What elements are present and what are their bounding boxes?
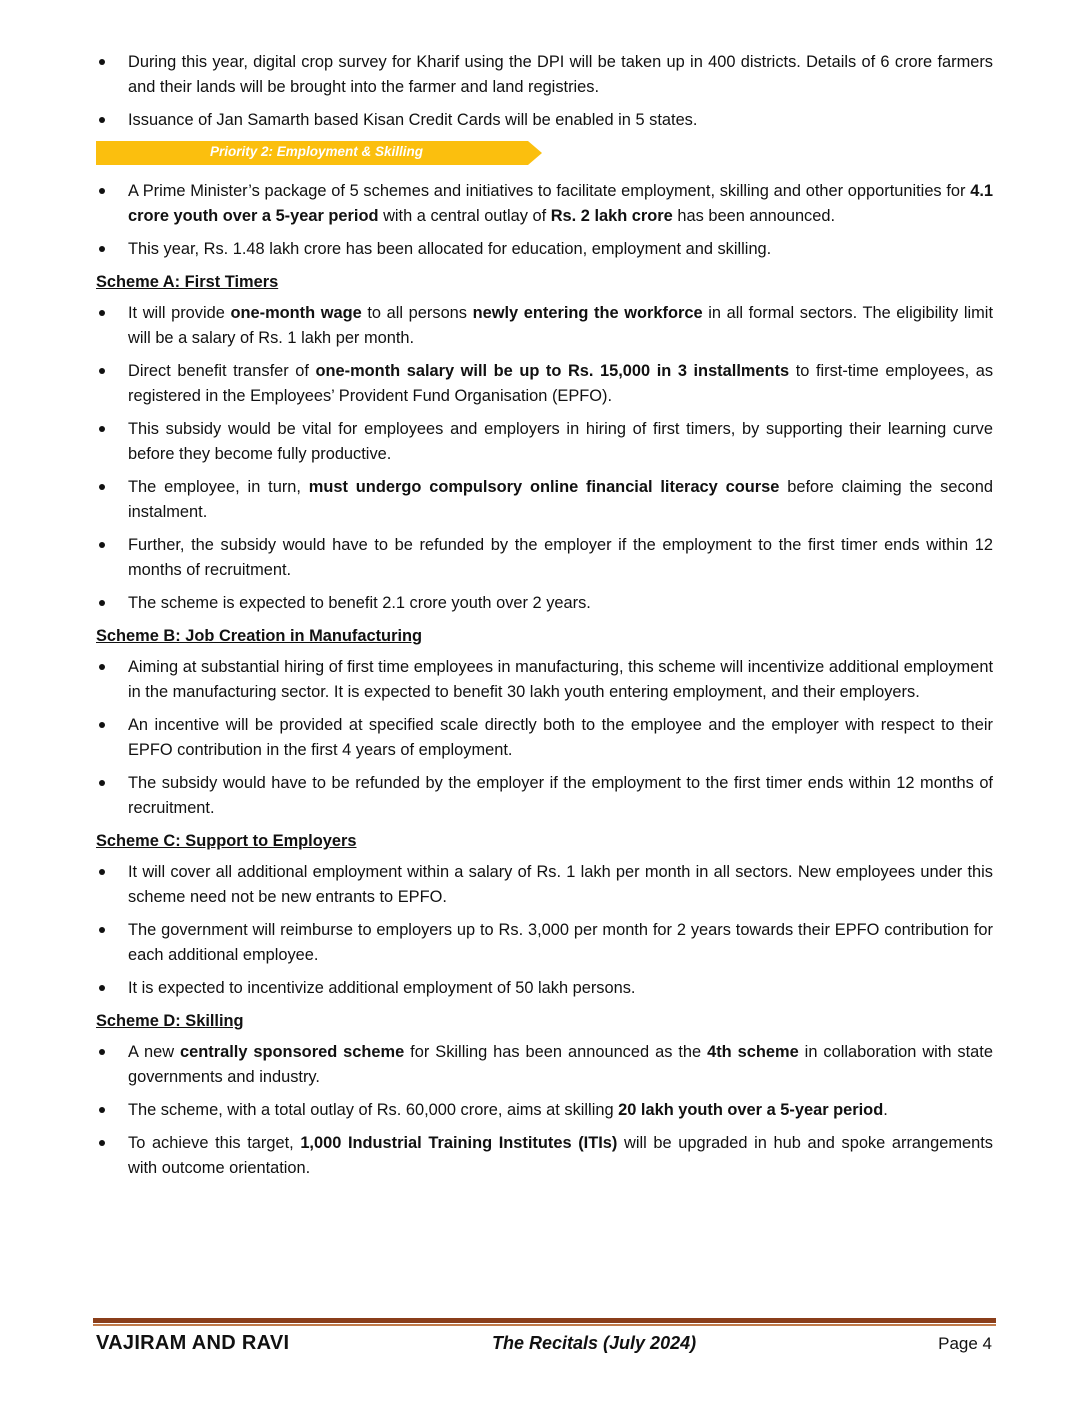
bullet-text: . [883,1101,888,1119]
bullet-item [96,301,993,351]
page-content [96,50,993,1189]
scheme-heading: Scheme A: First Timers [96,273,279,291]
bullet-item [96,1098,993,1123]
scheme-bullet-list [96,860,993,1001]
bullet-text: in collaboration with state governments and industry. [128,1043,993,1086]
scheme-heading: Scheme D: Skilling [96,1012,244,1030]
bullet-text: An incentive will be provided at specified scale directly both to the employee and the employer with respect to their EPFO contribution in the first 4 years of employment. [128,716,993,759]
bullet-item [96,179,993,229]
bullet-text: to all persons [361,304,473,322]
scheme-heading: Scheme B: Job Creation in Manufacturing [96,627,423,645]
footer-brand: VAJIRAM AND RAVI [96,1332,290,1354]
bullet-item [96,713,993,763]
bullet-text: in all formal sectors. The eligibility limit will be a salary of Rs. 1 lakh per month. [128,304,993,347]
scheme-bullet-list [96,655,993,821]
scheme-heading: Scheme C: Support to Employers [96,832,357,850]
bullet-item [96,359,993,409]
bullet-emphasis: 20 lakh youth over a 5-year period [618,1101,884,1119]
bullet-emphasis: Rs. 2 lakh crore [550,207,673,225]
bullet-item [96,533,993,583]
bullet-text: The scheme is expected to benefit 2.1 crore youth over 2 years. [128,594,591,612]
bullet-text: has been announced. [672,207,836,225]
scheme-bullet-list [96,1040,993,1181]
schemes-section [96,270,993,1181]
bullet-item [96,417,993,467]
bullet-text: before claiming the second instalment. [128,478,993,521]
bullet-text: for Skilling has been announced as the [404,1043,708,1061]
priority-bullet-list [96,179,993,262]
bullet-text: It is expected to incentivize additional employment of 50 lakh persons. [128,979,636,997]
bullet-text: Direct benefit transfer of [128,362,316,380]
bullet-emphasis: 1,000 Industrial Training Institutes (ITIs) [300,1134,618,1152]
bullet-emphasis: centrally sponsored scheme [180,1043,405,1061]
bullet-text: Further, the subsidy would have to be refunded by the employer if the employment to the first timer ends within 12 months of recruitment. [128,536,993,579]
top-bullet-list [96,50,993,133]
bullet-text: To achieve this target, [128,1134,301,1152]
footer-page-number: Page 4 [938,1334,992,1353]
scheme-bullet-list [96,301,993,616]
bullet-text: This subsidy would be vital for employees and employers in hiring of first timers, by supporting their learning curve before they become fully productive. [128,420,993,463]
bullet-item [96,1040,993,1090]
bullet-item [96,771,993,821]
bullet-emphasis: newly entering the workforce [472,304,703,322]
bullet-item [96,918,993,968]
footer-publication: The Recitals (July 2024) [492,1333,697,1353]
bullet-text: The government will reimburse to employers up to Rs. 3,000 per month for 2 years towards their EPFO contribution for each additional employee. [128,921,993,964]
bullet-text: The scheme, with a total outlay of Rs. 60,000 crore, aims at skilling [128,1101,619,1119]
bullet-emphasis: one-month wage [230,304,362,322]
priority-banner [96,141,542,165]
bullet-item [96,860,993,910]
bullet-text: It will provide [128,304,231,322]
bullet-emphasis: 4.1 crore youth over a 5-year period [128,182,993,225]
bullet-text: The employee, in turn, [128,478,309,496]
bullet-item [96,655,993,705]
bullet-item [96,976,993,1001]
bullet-text: Aiming at substantial hiring of first time employees in manufacturing, this scheme will incentivize additional employment in the manufacturing sector. It is expected to benefit 30 lakh youth entering employment, and their employers. [128,658,993,701]
footer-rule [93,1318,996,1327]
bullet-emphasis: 4th scheme [707,1043,799,1061]
bullet-item [96,108,993,133]
bullet-item [96,591,993,616]
bullet-emphasis: one-month salary will be up to Rs. 15,000 in 3 installments [315,362,790,380]
bullet-text: will be upgraded in hub and spoke arrangements with outcome orientation. [128,1134,994,1177]
priority-banner-label: Priority 2: Employment & Skilling [210,144,424,159]
bullet-item [96,50,993,100]
bullet-text: The subsidy would have to be refunded by the employer if the employment to the first timer ends within 12 months of recruitment. [128,774,993,817]
bullet-text: During this year, digital crop survey for Kharif using the DPI will be taken up in 400 districts. Details of 6 crore farmers and their lands will be brought into the farmer and land registries. [128,53,993,96]
bullet-emphasis: must undergo compulsory online financial literacy course [308,478,780,496]
bullet-text: It will cover all additional employment within a salary of Rs. 1 lakh per month in all sectors. New employees under this scheme need not be new entrants to EPFO. [128,863,993,906]
bullet-text: with a central outlay of [378,207,551,225]
bullet-text: Issuance of Jan Samarth based Kisan Credit Cards will be enabled in 5 states. [128,111,698,129]
bullet-text: This year, Rs. 1.48 lakh crore has been allocated for education, employment and skilling. [128,240,772,258]
bullet-text: A Prime Minister’s package of 5 schemes and initiatives to facilitate employment, skilling and other opportunities for [128,182,971,200]
bullet-item [96,237,993,262]
bullet-item [96,475,993,525]
bullet-text: to first-time employees, as registered in the Employees’ Provident Fund Organisation (EPFO). [128,362,994,405]
bullet-item [96,1131,993,1181]
bullet-text: A new [128,1043,181,1061]
